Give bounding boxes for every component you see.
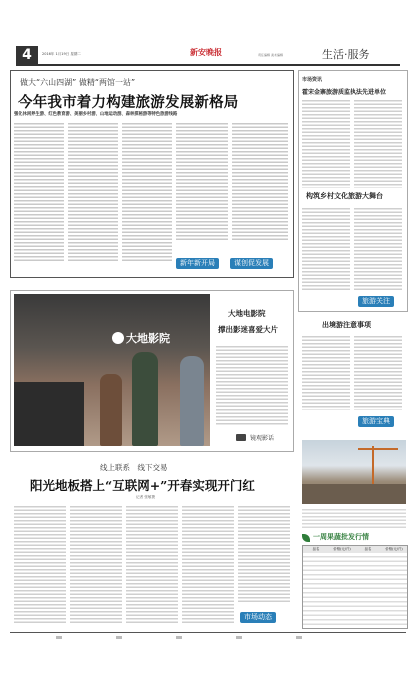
market-badge: 旅游关注 (358, 296, 394, 307)
outbound-badge: 旅游宝典 (358, 416, 394, 427)
bottom-byline: 记者 张敏捷 (136, 495, 156, 499)
crane (372, 446, 374, 486)
price-table-title: 一周果蔬批发行情 (313, 533, 369, 541)
bottom-body-5 (238, 504, 290, 604)
lead-body-col-4 (176, 121, 228, 241)
market-label: 市场资讯 (302, 77, 323, 83)
bottom-body-4 (182, 504, 234, 624)
bottom-headline: 阳光地板搭上“互联网+”开春实现开门红 (30, 478, 255, 493)
masthead: 新安晚报 (190, 47, 222, 57)
cinema-body (216, 344, 288, 426)
bottom-badge: 市场动态 (240, 612, 276, 623)
editor-line: 责任编辑 美术编辑 (258, 53, 283, 57)
lead-badge-left: 新年新开局 (176, 258, 219, 269)
price-table (302, 545, 408, 629)
cinema-title-1: 大地电影院 (228, 309, 266, 318)
lead-body-col-5 (232, 121, 288, 241)
market-story2-title: 构筑乡村文化旅游大舞台 (306, 192, 383, 200)
lead-kicker: 做大“六山四湖” 做精“两馆一站” (20, 78, 136, 87)
bottom-body-1 (14, 504, 66, 624)
price-col-header: 品名 (364, 547, 372, 551)
header-rule (16, 64, 400, 66)
bottom-body-2 (70, 504, 122, 624)
outbound-body-b (354, 334, 402, 410)
footer-rule (10, 632, 406, 633)
crane-arm (358, 448, 398, 450)
lead-headline: 今年我市着力构建旅游发展新格局 (18, 95, 239, 111)
price-col-header: 品名 (312, 547, 320, 551)
cinema-sign-logo (112, 332, 124, 344)
lead-body-col-2 (68, 121, 118, 261)
camera-icon (236, 434, 246, 441)
date-line: 2016年 1月19日 星期二 (42, 52, 81, 56)
cinema-counter (14, 382, 84, 446)
person-middle (132, 352, 158, 446)
lead-body-col-1 (14, 121, 64, 261)
bottom-kicker: 线上联系 线下交易 (100, 463, 168, 472)
lead-badge-right: 谋创促发展 (230, 258, 273, 269)
photo-caption (302, 507, 406, 529)
lead-body-col-3 (122, 121, 172, 261)
market-body-b (354, 98, 402, 188)
market-body-a (302, 98, 350, 188)
cinema-title-2: 撑出影迷喜爱大片 (218, 325, 278, 334)
outbound-title: 出境游注意事项 (322, 321, 371, 329)
price-table-rows (303, 553, 407, 627)
page-number: 4 (16, 46, 38, 64)
person-right (180, 356, 204, 446)
price-col-header: 价格(元/斤) (333, 547, 351, 551)
rubble (302, 484, 406, 504)
cinema-photo (14, 294, 210, 446)
outbound-body-a (302, 334, 350, 410)
cinema-sign: 大地影院 (126, 332, 170, 345)
market-body-c (302, 206, 350, 292)
lead-subhead: 强化休闲养生游、红色教育游、美丽乡村游、山地运动游、森林探秘游等特色旅游线路 (14, 112, 178, 117)
section-title: 生活·服务 (322, 48, 370, 61)
market-title: 霍宋金寨旅游质监执法先进单位 (302, 89, 387, 96)
footer-ornament (56, 636, 356, 639)
cinema-badge: 镜观影话 (250, 435, 275, 442)
market-body-d (354, 206, 402, 292)
bottom-body-3 (126, 504, 178, 624)
construction-photo (302, 440, 406, 504)
leaf-icon (302, 534, 310, 542)
price-col-header: 价格(元/斤) (385, 547, 403, 551)
person-left (100, 374, 122, 446)
